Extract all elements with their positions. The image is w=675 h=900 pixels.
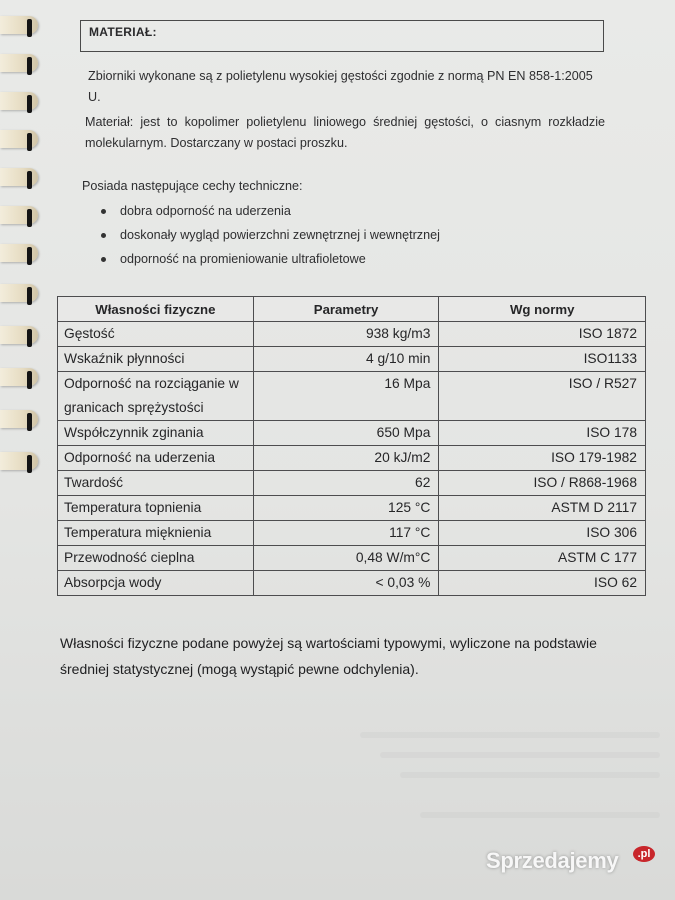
section-title: MATERIAŁ:	[89, 25, 157, 39]
show-through-text	[360, 732, 660, 738]
property-name: Gęstość	[58, 322, 254, 347]
binding-ring	[0, 92, 38, 110]
property-name: Temperatura topnienia	[58, 496, 254, 521]
show-through-text	[380, 752, 660, 758]
property-name: Odporność na uderzenia	[58, 446, 254, 471]
property-value: 4 g/10 min	[253, 347, 439, 372]
property-value: 20 kJ/m2	[253, 446, 439, 471]
property-standard: ISO1133	[439, 347, 646, 372]
table-row	[58, 372, 646, 421]
property-name: Współczynnik zginania	[58, 421, 254, 446]
property-value: 650 Mpa	[253, 421, 439, 446]
properties-table	[57, 296, 646, 596]
property-name: Twardość	[58, 471, 254, 496]
binding-ring	[0, 130, 38, 148]
binding-ring	[0, 16, 38, 34]
list-item: odporność na promieniowanie ultrafioletowe	[100, 248, 440, 272]
features-list	[100, 200, 440, 272]
intro-paragraph-norm: Zbiorniki wykonane są z polietylenu wysokiej gęstości zgodnie z normą PN EN 858-1:2005 U.	[88, 69, 593, 104]
binding-ring	[0, 410, 38, 428]
binding-ring	[0, 54, 38, 72]
property-value: 125 °C	[253, 496, 439, 521]
binding-ring	[0, 452, 38, 470]
column-header: Własności fizyczne	[58, 297, 254, 322]
table-header-row	[58, 297, 646, 322]
property-standard: ASTM D 2117	[439, 496, 646, 521]
binding-ring	[0, 244, 38, 262]
property-standard: ISO 178	[439, 421, 646, 446]
table-row	[58, 421, 646, 446]
column-header: Wg normy	[439, 297, 646, 322]
property-standard: ISO 179-1982	[439, 446, 646, 471]
property-value: 0,48 W/m°C	[253, 546, 439, 571]
spiral-binding	[0, 0, 44, 900]
property-value: 16 Mpa	[253, 372, 439, 421]
property-standard: ISO 62	[439, 571, 646, 596]
list-item: dobra odporność na uderzenia	[100, 200, 440, 224]
binding-ring	[0, 368, 38, 386]
property-name: Wskaźnik płynności	[58, 347, 254, 372]
binding-ring	[0, 168, 38, 186]
property-standard: ISO 306	[439, 521, 646, 546]
table-row	[58, 347, 646, 372]
intro-paragraph-material: Materiał: jest to kopolimer polietylenu liniowego średniej gęstości, o ciasnym rozkładzie molekularnym. Dostarczany w postaci proszku.	[85, 115, 605, 150]
column-header: Parametry	[253, 297, 439, 322]
property-name: Absorpcja wody	[58, 571, 254, 596]
binding-ring	[0, 284, 38, 302]
binding-ring	[0, 206, 38, 224]
property-name: Odporność na rozciąganie w granicach sprężystości	[58, 372, 254, 421]
table-row	[58, 471, 646, 496]
binding-ring	[0, 326, 38, 344]
features-intro: Posiada następujące cechy techniczne:	[82, 179, 303, 193]
table-row	[58, 446, 646, 471]
list-item: doskonały wygląd powierzchni zewnętrznej i wewnętrznej	[100, 224, 440, 248]
property-value: < 0,03 %	[253, 571, 439, 596]
property-value: 62	[253, 471, 439, 496]
section-header-box	[80, 20, 604, 52]
property-standard: ASTM C 177	[439, 546, 646, 571]
watermark-badge: .pl	[633, 846, 655, 862]
table-row	[58, 322, 646, 347]
property-value: 117 °C	[253, 521, 439, 546]
table-row	[58, 546, 646, 571]
property-name: Temperatura mięknienia	[58, 521, 254, 546]
property-standard: ISO / R868-1968	[439, 471, 646, 496]
table-row	[58, 571, 646, 596]
footer-note: Własności fizyczne podane powyżej są wartościami typowymi, wyliczone na podstawie średniej statystycznej (mogą wystąpić pewne odchylenia).	[60, 635, 597, 677]
property-name: Przewodność cieplna	[58, 546, 254, 571]
watermark-logo: Sprzedajemy	[486, 848, 619, 873]
table-row	[58, 496, 646, 521]
show-through-text	[400, 772, 660, 778]
show-through-text	[420, 812, 660, 818]
property-value: 938 kg/m3	[253, 322, 439, 347]
property-standard: ISO 1872	[439, 322, 646, 347]
property-standard: ISO / R527	[439, 372, 646, 421]
table-row	[58, 521, 646, 546]
